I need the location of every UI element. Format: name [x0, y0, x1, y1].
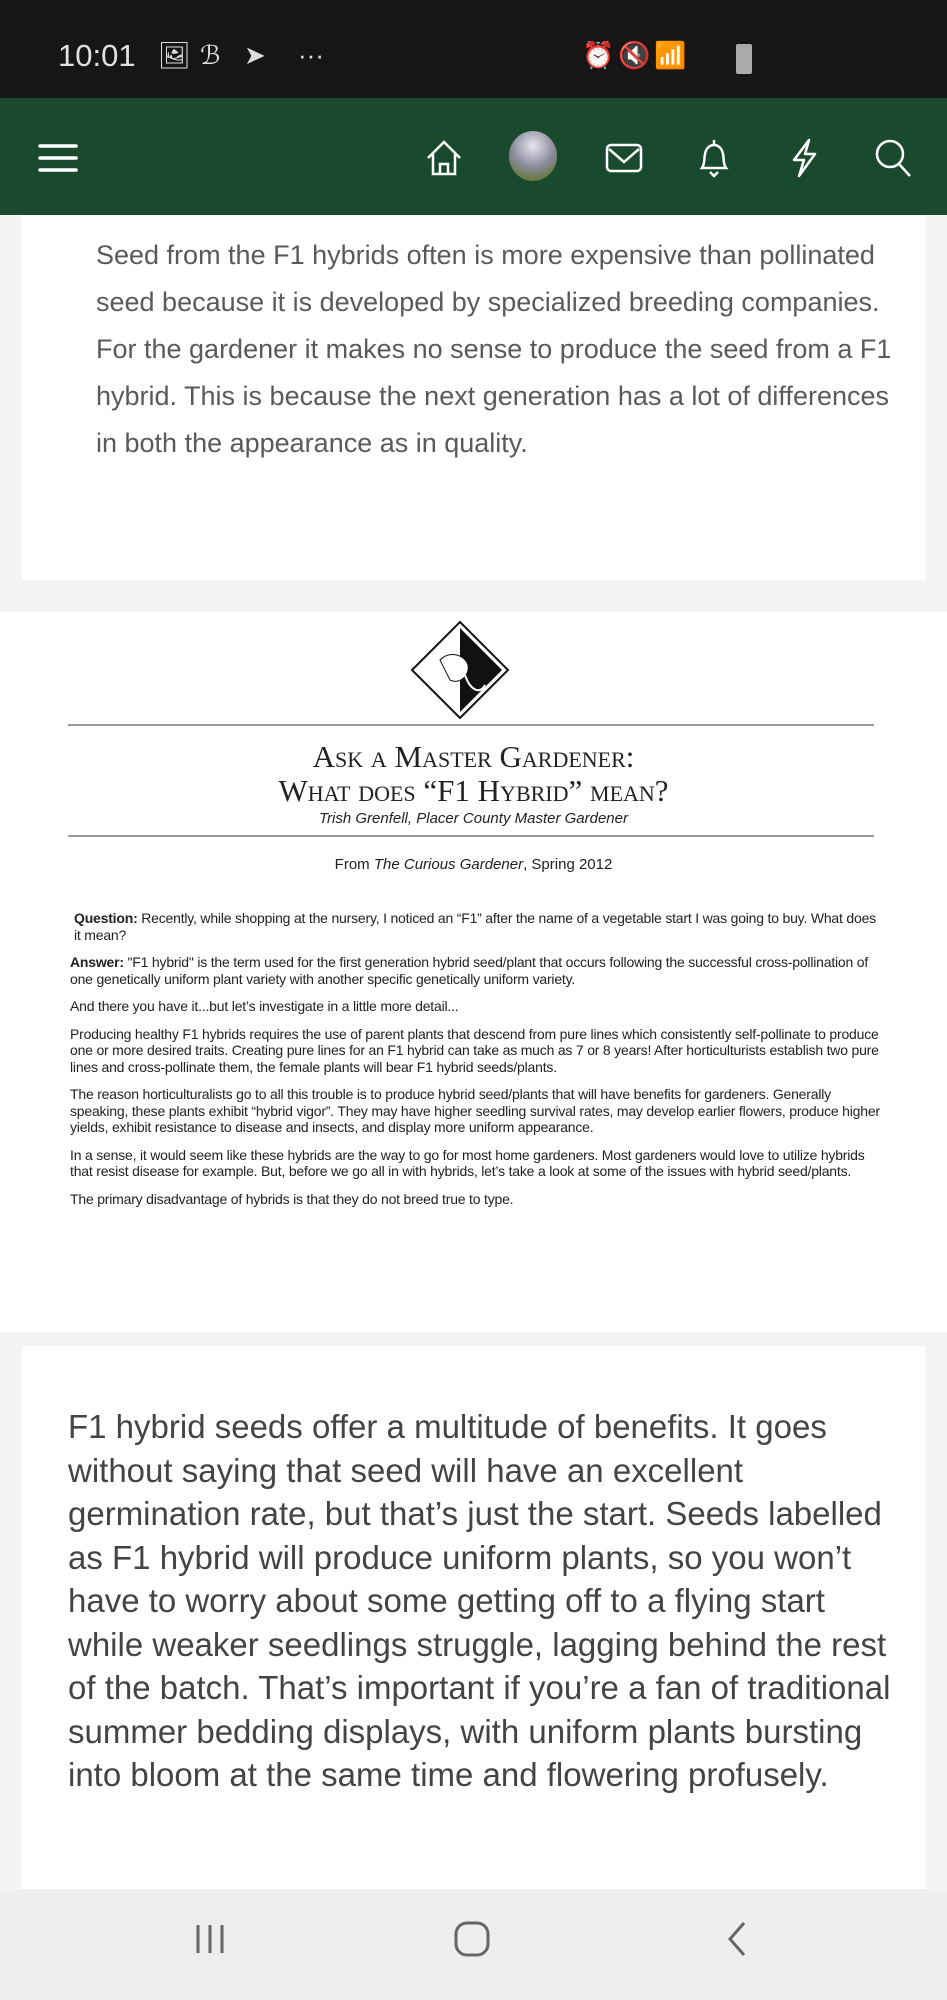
doc-author: Trish Grenfell, Placer County Master Gardener	[318, 810, 628, 827]
source-publication: The Curious Gardener	[373, 856, 524, 873]
answer-text: "F1 hybrid" is the term used for the first generation hybrid seed/plant that occurs following the successful cross-pollination of one genetically uniform plant variety with another specific genetically uniform variety.	[70, 954, 869, 987]
alarm-icon: ⏰	[582, 40, 615, 70]
answer	[70, 954, 880, 987]
clock: 10:01	[58, 38, 136, 73]
source-suffix: , Spring 2012	[523, 856, 613, 873]
master-gardener-logo	[410, 620, 510, 720]
doc-paragraph: In a sense, it would seem like these hybrids are the way to go for most home gardeners. Most gardeners would love to utilize hybrids that resist disease for example. But, before we go all in with hybrids, let’s take a look at some of the issues with hybrid seed/plants.	[70, 1146, 865, 1179]
answer-label: Answer:	[70, 954, 124, 970]
divider	[68, 724, 874, 726]
doc-title-line2: What does “F1 Hybrid” mean?	[278, 773, 669, 808]
home-icon[interactable]	[422, 136, 466, 180]
app-icon: ℬ	[200, 40, 221, 70]
doc-paragraph: And there you have it...but let’s investigate in a little more detail...	[70, 998, 459, 1014]
question-text: Recently, while shopping at the nursery, I noticed an “F1” after the name of a vegetable start I was going to buy. What does it mean?	[74, 910, 876, 943]
mail-icon[interactable]	[602, 136, 646, 180]
status-bar	[0, 0, 947, 98]
mute-icon: 🔇	[618, 40, 651, 70]
question	[70, 910, 880, 943]
doc-paragraph: The primary disadvantage of hybrids is that they do not breed true to type.	[70, 1190, 514, 1207]
intro-paragraph: Seed from the F1 hybrids often is more expensive than pollinated seed because it is developed by specialized breeding companies. For the gardener it makes no sense to produce the seed from a F1 hybrid. This is because the next generation has a lot of differences in both the appearance as in quality.	[96, 240, 892, 458]
bell-icon[interactable]	[692, 136, 736, 180]
doc-title-line1: Ask a Master Gardener:	[312, 739, 635, 774]
system-nav-bar	[0, 1889, 947, 2000]
lightning-icon[interactable]	[782, 136, 826, 180]
source-prefix: From	[334, 856, 374, 873]
menu-icon[interactable]	[36, 136, 80, 180]
doc-body	[70, 910, 880, 1218]
doc-paragraph: Producing healthy F1 hybrids requires the use of parent plants that descend from pure lines which consistently self-pollinate to produce one or more desired traits. Creating pure lines for an F1 hybrid can take as much as 7 or 8 years! After horticulturists establish two pure lines and cross-pollinate them, the female plants will bear F1 hybrid seeds/plants.	[70, 1025, 879, 1075]
avatar[interactable]	[509, 131, 557, 181]
doc-paragraph: The reason horticulturalists go to all this trouble is to produce hybrid seed/plants that will have benefits for gardeners. Generally speaking, these plants exhibit “hybrid vigor”. They may have higher seedling survival rates, may develop earlier flowers, produce higher yields, exhibit resistance to disease and insects, and display more uniform appearance.	[70, 1086, 880, 1135]
search-icon[interactable]	[872, 136, 916, 180]
app-header	[0, 98, 947, 215]
battery-icon	[736, 44, 752, 74]
divider	[68, 835, 874, 837]
back-button[interactable]	[718, 1919, 758, 1959]
more-notifications: ···	[298, 40, 324, 70]
telegram-icon: ➤	[244, 40, 266, 70]
question-label: Question:	[74, 910, 138, 926]
body-paragraph: F1 hybrid seeds offer a multitude of benefits. It goes without saying that seed will have an excellent germination rate, but that’s just the start. Seeds labelled as F1 hybrid will produce uniform plants, so you won’t have to worry about some getting off to a flying start while weaker seedlings struggle, lagging behind the rest of the batch. That’s important if you’re a fan of traditional summer bedding displays, with uniform plants bursting into bloom at the same time and flowering profusely.	[68, 1408, 891, 1793]
recent-apps-button[interactable]	[190, 1919, 230, 1959]
doc-source	[0, 856, 947, 873]
home-button[interactable]	[452, 1919, 492, 1959]
wifi-icon: 📶	[654, 40, 687, 70]
gallery-icon: 🖼	[158, 40, 192, 70]
